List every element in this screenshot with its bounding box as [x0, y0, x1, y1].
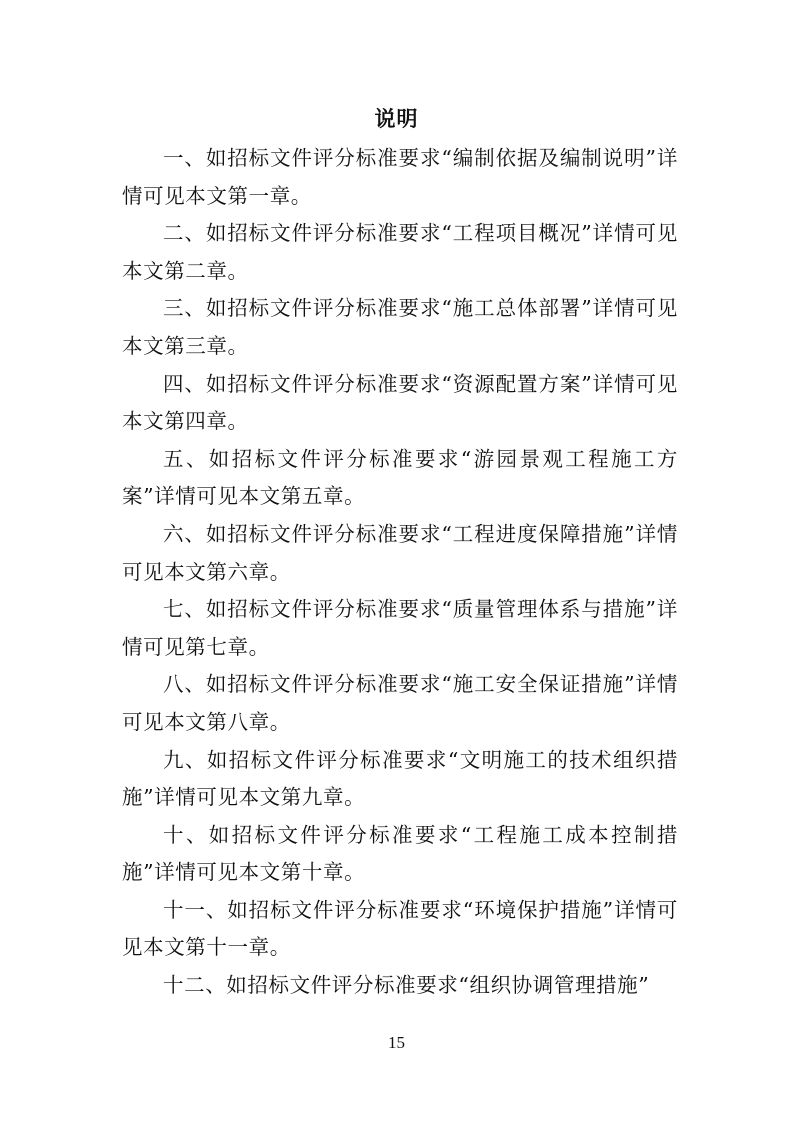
paragraph-7: 七、如招标文件评分标准要求“质量管理体系与措施”详情可见第七章。: [122, 597, 678, 659]
page-number: 15: [388, 1033, 405, 1052]
paragraph-1: 一、如招标文件评分标准要求“编制依据及编制说明”详情可见本文第一章。: [122, 146, 678, 208]
paragraph-4: 四、如招标文件评分标准要求“资源配置方案”详情可见本文第四章。: [122, 371, 678, 434]
document-title: 说明: [374, 106, 419, 131]
paragraph-8: 八、如招标文件评分标准要求“施工安全保证措施”详情可见本文第八章。: [122, 672, 678, 734]
paragraph-9: 九、如招标文件评分标准要求“文明施工的技术组织措施”详情可见本文第九章。: [122, 747, 678, 810]
paragraph-11: 十一、如招标文件评分标准要求“环境保护措施”详情可见本文第十一章。: [122, 897, 678, 960]
paragraph-5: 五、如招标文件评分标准要求“游园景观工程施工方案”详情可见本文第五章。: [122, 446, 678, 509]
paragraph-3: 三、如招标文件评分标准要求“施工总体部署”详情可见本文第三章。: [122, 296, 678, 358]
paragraph-12: 十二、如招标文件评分标准要求“组织协调管理措施”: [163, 973, 650, 998]
paragraph-6: 六、如招标文件评分标准要求“工程进度保障措施”详情可见本文第六章。: [122, 521, 678, 584]
paragraph-10: 十、如招标文件评分标准要求“工程施工成本控制措施”详情可见本文第十章。: [122, 822, 678, 885]
paragraph-2: 二、如招标文件评分标准要求“工程项目概况”详情可见本文第二章。: [122, 221, 678, 283]
document-body: [122, 140, 678, 1005]
